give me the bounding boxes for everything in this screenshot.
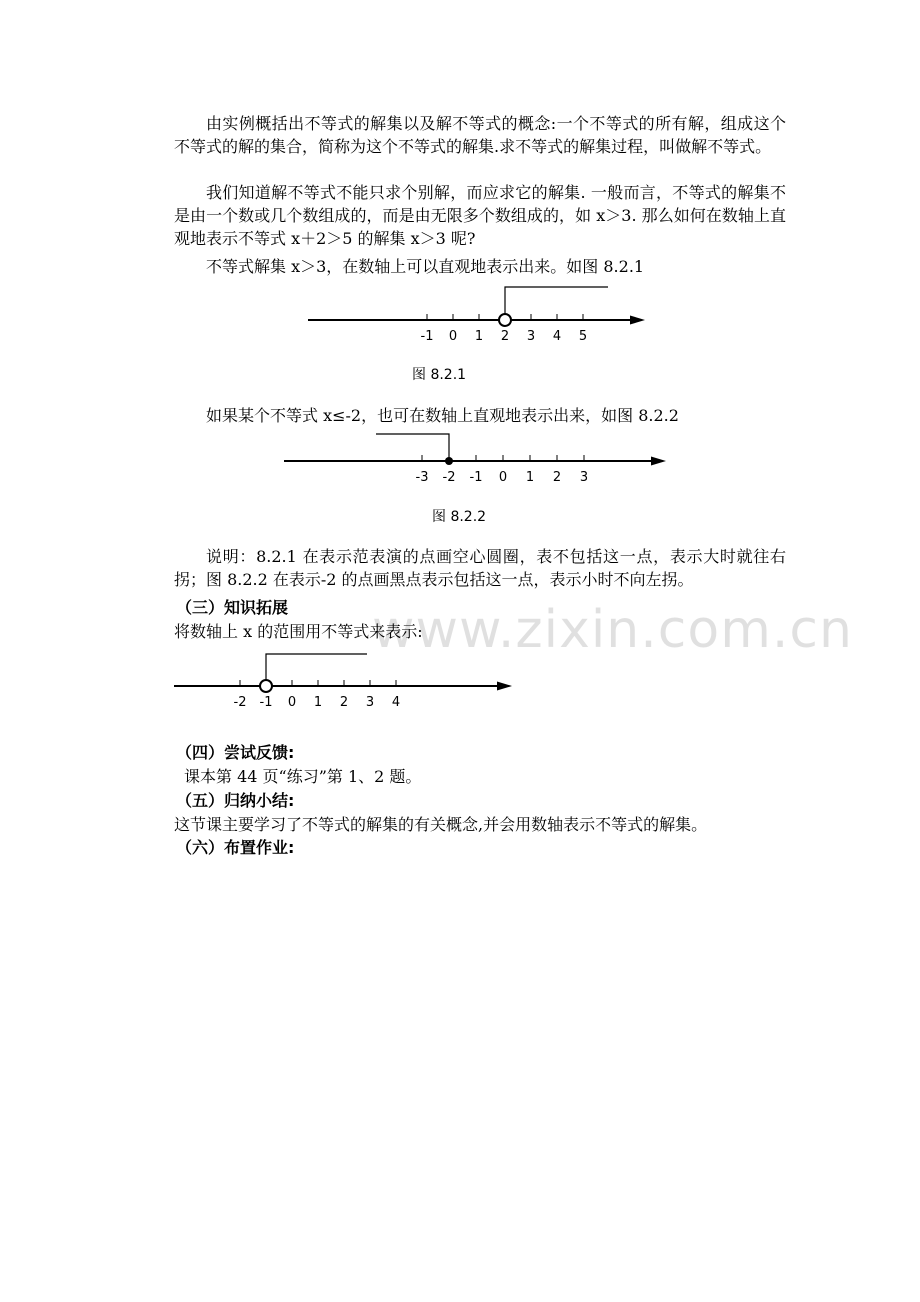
filled-dot-point <box>445 457 453 465</box>
solution-bracket <box>505 287 608 314</box>
axis-arrow-icon <box>630 316 645 325</box>
number-line-figure-2 <box>280 428 680 498</box>
paragraph-explanation: 说明：8.2.1 在表示范表演的点画空心圆圈，表不包括这一点，表示大时就往右拐；图 8.2.2 在表示-2 的点画黑点表示包括这一点，表示小时不向左拐。 <box>174 547 786 589</box>
tick-label: 3 <box>365 695 375 710</box>
tick-label: 3 <box>526 329 536 344</box>
tick-label: 2 <box>552 470 562 485</box>
tick-label: -2 <box>442 470 456 485</box>
tick-label: -1 <box>469 470 483 485</box>
tick-label: 0 <box>498 470 508 485</box>
solution-bracket <box>376 434 449 458</box>
summary-text: 这节课主要学习了不等式的解集的有关概念,并会用数轴表示不等式的解集。 <box>174 815 708 834</box>
tick-label: 1 <box>313 695 323 710</box>
axis-arrow-icon <box>497 682 512 691</box>
tick-label: -1 <box>259 695 273 710</box>
exercise-prompt: 将数轴上 x 的范围用不等式来表示: <box>174 622 423 641</box>
heading-assignment: （六）布置作业: <box>176 838 295 857</box>
open-circle-point <box>260 680 272 692</box>
tick-label: 2 <box>500 329 510 344</box>
watermark: www.zixin.com.cn <box>372 600 853 660</box>
figure-1-caption: 图 8.2.1 <box>412 367 467 383</box>
tick-label: 0 <box>448 329 458 344</box>
paragraph-figure-1-intro: 不等式解集 x＞3，在数轴上可以直观地表示出来。如图 8.2.1 <box>206 257 645 276</box>
heading-trial-feedback: （四）尝试反馈: <box>176 743 295 762</box>
paragraph-infinite-solutions: 我们知道解不等式不能只求个别解，而应求它的解集. 一般而言，不等式的解集不是由一个数或几个数组成的，而是由无限多个数组成的，如 x＞3. 那么如何在数轴上直观地表示不等式 x＋2＞5 的解集 x＞3 呢? <box>174 183 786 248</box>
solution-bracket <box>266 654 367 680</box>
tick-label: 1 <box>525 470 535 485</box>
paragraph-solution-set-concept: 由实例概括出不等式的解集以及解不等式的概念:一个不等式的所有解，组成这个不等式的解的集合，简称为这个不等式的解集.求不等式的解集过程，叫做解不等式。 <box>174 114 786 156</box>
figure-2-caption: 图 8.2.2 <box>432 509 487 525</box>
tick-label: 5 <box>578 329 588 344</box>
tick-label: 4 <box>391 695 401 710</box>
heading-summary: （五）归纳小结: <box>176 791 295 810</box>
tick-label: -2 <box>233 695 247 710</box>
tick-label: 2 <box>339 695 349 710</box>
paragraph-figure-2-intro: 如果某个不等式 x≤-2，也可在数轴上直观地表示出来，如图 8.2.2 <box>206 406 679 425</box>
axis-arrow-icon <box>651 457 666 466</box>
tick-label: 1 <box>474 329 484 344</box>
tick-label: 4 <box>552 329 562 344</box>
tick-label: 3 <box>579 470 589 485</box>
tick-label: -3 <box>415 470 429 485</box>
heading-knowledge-extension: （三）知识拓展 <box>176 598 289 617</box>
tick-label: -1 <box>420 329 434 344</box>
homework-reference: 课本第 44 页“练习”第 1、2 题。 <box>184 767 422 786</box>
tick-label: 0 <box>287 695 297 710</box>
number-line-figure-1 <box>300 280 660 350</box>
open-circle-point <box>499 314 511 326</box>
